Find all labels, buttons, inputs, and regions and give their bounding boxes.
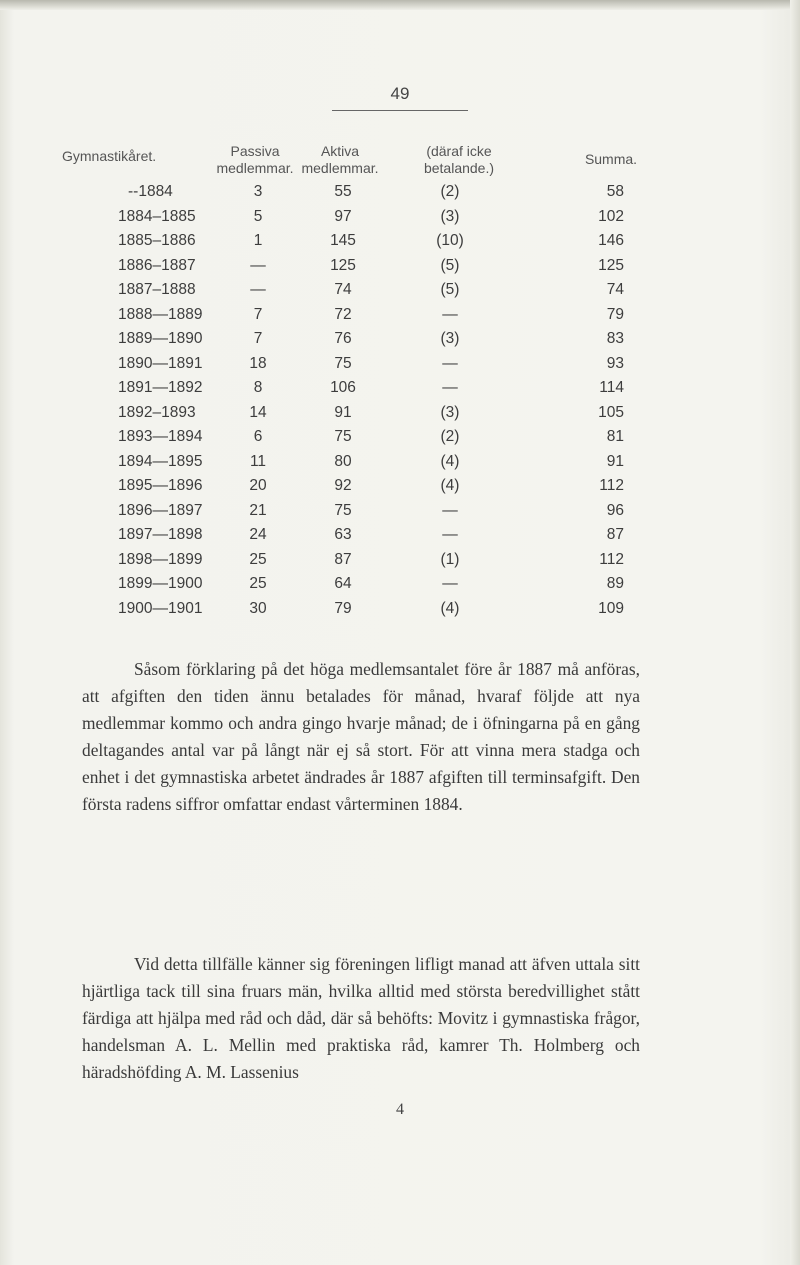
cell-year: 1897—1898 bbox=[118, 526, 203, 543]
cell-daraf: (3) bbox=[440, 330, 460, 347]
paragraph-thanks: Vid detta tillfälle känner sig föreningen lifligt manad att äfven uttala sitt hjärtliga tack till sina fruars män, hvilka alltid med största beredvillighet stått färdiga att hjälpa med råd och dåd, där så behöfts: Movitz i gymnastiska frågor, handelsman A. L. Mellin med praktiska råd, kamrer Th. Holmberg och häradshöfding A. M. Lassenius bbox=[82, 954, 640, 1082]
cell-summa: 102 bbox=[598, 207, 624, 225]
table-row bbox=[0, 600, 800, 625]
cell-year: 1899—1900 bbox=[118, 575, 203, 592]
cell-daraf: — bbox=[442, 501, 458, 519]
cell-passiva: 30 bbox=[249, 599, 267, 617]
cell-year: 1888—1889 bbox=[118, 305, 203, 323]
cell-year: 1884–1885 bbox=[118, 207, 196, 225]
table-row bbox=[0, 257, 800, 282]
cell-daraf: (2) bbox=[440, 428, 460, 445]
cell-summa: 74 bbox=[606, 281, 624, 298]
cell-aktiva: 145 bbox=[330, 232, 356, 249]
header-passiva-line1: Passiva bbox=[230, 143, 280, 159]
cell-aktiva: 87 bbox=[334, 550, 352, 568]
header-rule bbox=[332, 110, 468, 111]
cell-year: 1889—1890 bbox=[118, 330, 203, 347]
table-row bbox=[0, 502, 800, 527]
header-daraf-line1: (däraf icke bbox=[426, 143, 492, 159]
signature-mark: 4 bbox=[396, 1101, 404, 1118]
cell-summa: 109 bbox=[598, 599, 624, 617]
cell-year: 1896—1897 bbox=[118, 501, 203, 519]
cell-summa: 105 bbox=[598, 403, 624, 421]
cell-summa: 112 bbox=[599, 550, 624, 568]
cell-aktiva: 63 bbox=[334, 526, 352, 543]
table-row bbox=[0, 183, 800, 208]
cell-daraf: (5) bbox=[440, 256, 460, 274]
cell-year: 1894—1895 bbox=[118, 452, 203, 470]
table-row bbox=[0, 208, 800, 233]
header-passiva-line2: medlemmar. bbox=[216, 160, 294, 176]
header-aktiva-line1: Aktiva bbox=[320, 143, 360, 159]
cell-summa: 81 bbox=[606, 428, 624, 445]
cell-daraf: (10) bbox=[436, 232, 464, 249]
cell-passiva: 25 bbox=[249, 550, 267, 568]
cell-daraf: — bbox=[442, 379, 458, 396]
cell-aktiva: 92 bbox=[334, 477, 352, 494]
cell-year: 1892–1893 bbox=[118, 403, 196, 421]
cell-daraf: — bbox=[442, 354, 458, 372]
cell-passiva: 11 bbox=[249, 452, 267, 470]
cell-summa: 58 bbox=[606, 183, 624, 200]
cell-daraf: (1) bbox=[440, 550, 460, 568]
table-row bbox=[0, 306, 800, 331]
cell-aktiva: 72 bbox=[334, 305, 352, 323]
table-row bbox=[0, 526, 800, 551]
cell-passiva: 20 bbox=[249, 477, 267, 494]
cell-aktiva: 76 bbox=[334, 330, 352, 347]
cell-passiva: 5 bbox=[253, 207, 263, 225]
cell-aktiva: 74 bbox=[334, 281, 352, 298]
cell-aktiva: 75 bbox=[334, 428, 352, 445]
cell-passiva: 24 bbox=[249, 526, 267, 543]
cell-summa: 114 bbox=[599, 379, 624, 396]
header-aktiva bbox=[280, 143, 400, 177]
cell-passiva: 6 bbox=[253, 428, 263, 445]
cell-year: 1898—1899 bbox=[118, 550, 203, 568]
cell-daraf: (3) bbox=[440, 207, 460, 225]
cell-year: 1887–1888 bbox=[118, 281, 196, 298]
cell-year: 1891—1892 bbox=[118, 379, 203, 396]
cell-daraf: (2) bbox=[440, 183, 460, 200]
cell-aktiva: 75 bbox=[334, 501, 352, 519]
cell-year: 1890—1891 bbox=[118, 354, 203, 372]
cell-aktiva: 106 bbox=[330, 379, 356, 396]
table-row bbox=[0, 551, 800, 576]
table-row bbox=[0, 404, 800, 429]
table-row bbox=[0, 281, 800, 306]
cell-summa: 83 bbox=[606, 330, 624, 347]
cell-daraf: — bbox=[442, 526, 458, 543]
cell-daraf: — bbox=[442, 305, 458, 323]
cell-summa: 112 bbox=[599, 477, 624, 494]
cell-aktiva: 79 bbox=[334, 599, 352, 617]
cell-daraf: (5) bbox=[440, 281, 460, 298]
cell-aktiva: 75 bbox=[334, 354, 352, 372]
cell-aktiva: 91 bbox=[334, 403, 352, 421]
cell-passiva: — bbox=[250, 281, 266, 298]
cell-year: 1886–1887 bbox=[118, 256, 196, 274]
cell-summa: 96 bbox=[606, 501, 624, 519]
cell-aktiva: 97 bbox=[334, 207, 352, 225]
cell-year: 1895—1896 bbox=[118, 477, 203, 494]
cell-passiva: 1 bbox=[253, 232, 263, 249]
table-row bbox=[0, 330, 800, 355]
cell-aktiva: 64 bbox=[334, 575, 352, 592]
page-top-shadow bbox=[0, 0, 800, 10]
cell-passiva: 25 bbox=[249, 575, 267, 592]
header-daraf bbox=[394, 143, 524, 177]
table-row bbox=[0, 232, 800, 257]
header-year: Gymnastikåret. bbox=[62, 148, 157, 164]
cell-summa: 93 bbox=[606, 354, 624, 372]
cell-year: 1885–1886 bbox=[118, 232, 196, 249]
cell-aktiva: 80 bbox=[334, 452, 352, 470]
cell-passiva: — bbox=[250, 256, 266, 274]
cell-passiva: 14 bbox=[249, 403, 267, 421]
header-summa: Summa. bbox=[584, 151, 638, 167]
cell-year: 1893—1894 bbox=[118, 428, 203, 445]
table-row bbox=[0, 575, 800, 600]
cell-passiva: 7 bbox=[253, 305, 263, 323]
table-row bbox=[0, 379, 800, 404]
table-row bbox=[0, 428, 800, 453]
header-aktiva-line2: medlemmar. bbox=[301, 160, 379, 176]
cell-summa: 87 bbox=[606, 526, 624, 543]
cell-passiva: 18 bbox=[249, 354, 267, 372]
cell-summa: 89 bbox=[606, 575, 624, 592]
cell-daraf: (4) bbox=[440, 599, 460, 617]
cell-summa: 91 bbox=[606, 452, 624, 470]
cell-passiva: 7 bbox=[253, 330, 263, 347]
cell-aktiva: 55 bbox=[334, 183, 352, 200]
cell-summa: 79 bbox=[606, 305, 624, 323]
cell-aktiva: 125 bbox=[330, 256, 356, 274]
cell-passiva: 21 bbox=[249, 501, 267, 519]
cell-daraf: (3) bbox=[440, 403, 460, 421]
cell-daraf: (4) bbox=[440, 452, 460, 470]
table-row bbox=[0, 477, 800, 502]
table-row bbox=[0, 355, 800, 380]
table-row bbox=[0, 453, 800, 478]
cell-summa: 125 bbox=[598, 256, 624, 274]
cell-summa: 146 bbox=[598, 232, 624, 249]
cell-passiva: 3 bbox=[253, 183, 263, 200]
page-number: 49 bbox=[390, 84, 410, 103]
header-daraf-line2: betalande.) bbox=[423, 160, 495, 176]
membership-table bbox=[0, 183, 800, 624]
paragraph-explanation: Såsom förklaring på det höga medlemsantalet före år 1887 må anföras, att afgiften den tiden ännu betalades för månad, hvaraf följde att nya medlemmar kommo och andra gingo hvarje månad; de i öfningarna på en gång deltagandes antal var på långt när ej så stort. För att vinna mera stadga och enhet i det gymnastiska arbetet ändrades år 1887 afgiften till terminsafgift. Den första radens siffror omfattar endast vårterminen 1884. bbox=[82, 659, 640, 814]
cell-daraf: (4) bbox=[440, 477, 460, 494]
cell-daraf: — bbox=[442, 575, 458, 592]
cell-passiva: 8 bbox=[253, 379, 263, 396]
cell-year: 1900—1901 bbox=[118, 599, 203, 617]
cell-year: --1884 bbox=[128, 183, 173, 200]
